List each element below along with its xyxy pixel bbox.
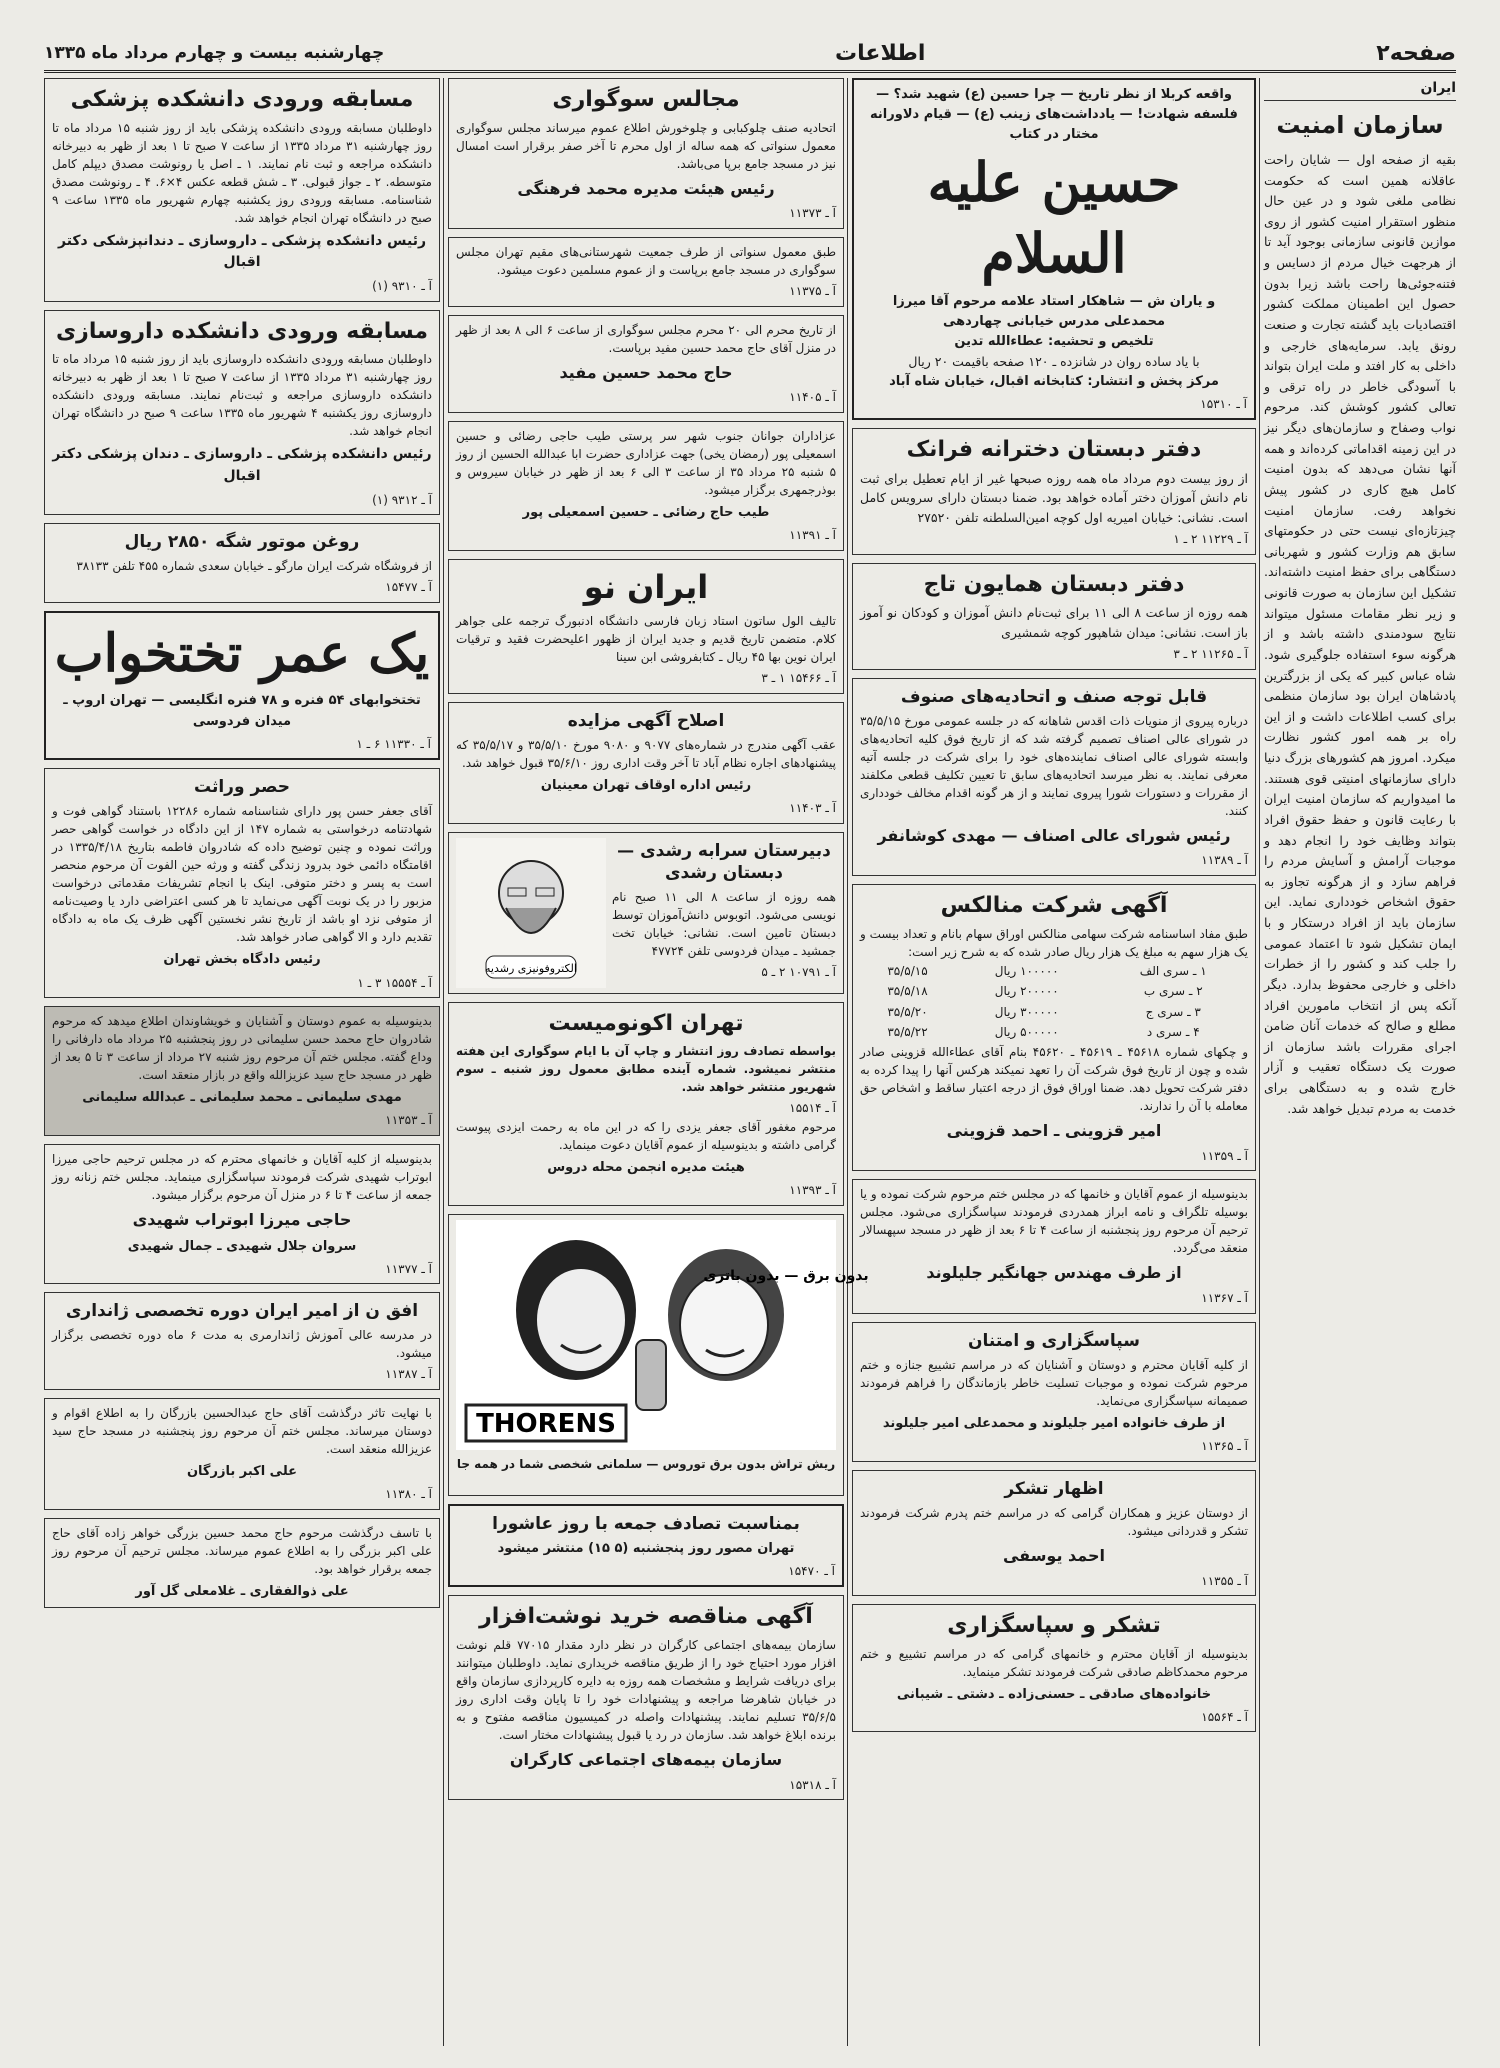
ad-signature: طیب حاج رضائی ـ حسین اسمعیلی پور bbox=[522, 504, 770, 520]
column-ads-4 bbox=[44, 78, 440, 2048]
ad-body: همه روزه از ساعت ۸ الی ۱۱ برای ثبت‌نام دانش آموزان و کودکان نو آموز باز است. نشانی: میدان شاهپور کوچه شمشیری bbox=[860, 605, 1248, 640]
ad-code: آ ـ ۱۵۴۷۰ bbox=[788, 1563, 835, 1578]
ad-title: ایران نو bbox=[583, 567, 709, 606]
tender-fix-ad bbox=[448, 702, 844, 824]
ad-title: اظهار تشکر bbox=[1004, 1478, 1104, 1499]
book-desc: با یاد ساده روان در شانزده ـ ۱۲۰ صفحه باقیمت ۲۰ ریال bbox=[908, 354, 1200, 370]
ad-signature: رئیس دانشکده پزشکی ـ داروسازی ـ دندان پزشکی دکتر اقبال bbox=[52, 446, 432, 484]
ad-body: درباره پیروی از منویات ذات اقدس شاهانه که در جلسه عمومی مورخ ۳۵/۵/۱۵ در شورای عالی اصناف تصمیم گرفته شد که از تاریخ فوق کلیه اتحادیه‌های وابسته شورای عالی اصناف نماینده‌های خود را برای شرکت در جلسه آتیه معرفی نمایند. به نظر میرسد اتحادیه‌های سابق تا تعیین تکلیف قطعی مکلفند از مقررات و دستورات شورا پیروی نمایند و از هر گونه اقدام مخالف خودداری کنند. bbox=[860, 713, 1248, 818]
bazargan-notice bbox=[44, 1398, 440, 1510]
shares-table bbox=[860, 961, 1248, 1043]
ad-signature: از طرف مهندس جهانگیر جلیلوند bbox=[926, 1263, 1182, 1283]
ad-body: بدینوسیله از کلیه آقایان و خانمهای محترم که در مجلس ترحیم حاجی میرزا ابوتراب شهیدی شرکت فرمودند سپاسگزاری مینماید. مجلس ختم زنانه روز جمعه از ساعت ۴ تا ۶ در منزل آن مرحوم برگزار میشود. bbox=[52, 1151, 432, 1202]
condolence-notice bbox=[852, 1179, 1256, 1313]
ad-body: طبق معمول سنواتی از طرف جمعیت شهرستانی‌های مقیم تهران مجلس سوگواری در مسجد جامع برپاست و از عموم مسلمین دعوت میشود. bbox=[456, 244, 836, 277]
table-cell: ۵۰۰۰۰۰ ریال bbox=[994, 1025, 1059, 1040]
ad-title: مجالس سوگواری bbox=[552, 87, 740, 112]
ad-title: دفتر دبستان همایون تاج bbox=[923, 571, 1185, 597]
ad-code: آ ـ ۱۱۳۶۵ bbox=[1201, 1439, 1248, 1454]
ad-signature: خانواده‌های صادقی ـ حسنی‌زاده ـ دشتی ـ شیبانی bbox=[896, 1686, 1212, 1702]
ad-title: آگهی مناقصه خرید نوشت‌افزار bbox=[479, 1604, 813, 1630]
inheritance-notice bbox=[44, 768, 440, 998]
table-cell: ۲ ـ سری ب bbox=[1143, 984, 1203, 999]
table-cell: ۲۰۰۰۰۰ ریال bbox=[994, 984, 1059, 999]
column-ads-2 bbox=[852, 78, 1256, 2048]
book-editor: تلخیص و تحشیه: عطاءالله تدین bbox=[954, 334, 1154, 350]
article-body: بقیه از صفحه اول — شایان راحت عاقلانه همین است که حکومت نظامی ملغی شود و در عین حال منظور استقرار امنیت کشور از روی موازین قانونی سازمانی بوجود آید تا از هرجهت خیال مردم از دسایس و فتنه‌جوئی‌ها راحت باشد زیرا بدون حصول این اطمینان مملکت کشور اقتصادیات باید گشته تجارت و صنعت رونق یابد. سرمایه‌های خارجی و داخلی به کار افتد و ملت ایران بتواند با آسودگی خاطر در راه ترقی و تعالی کشور کوشش کند. مرحوم نواب وصفاح و سازمان‌های دیگر نیز در این زمینه اقداماتی کرده‌اند و همه آنها نشان می‌دهد که بدون امنیت کامل هیچ کاری در کشور پیش نخواهد رفت. سازمان امنیت چیزتازه‌ای نیست حتی در حکومتهای سابق هم وزارت کشور و شهربانی دستگاهی برای حفظ امنیت داشته‌اند. تشکیل این سازمان به صورت قانونی و زیر نظر مقامات مسئول میتواند نتایج سودمندی داشته باشد و از هرگونه سوء استفاده جلوگیری شود. شاه عباس کبیر که یکی از بزرگترین پادشاهان ایران بود سازمان منظمی برای کسب اطلاعات داشت و از این راه بر همه امور کشور نظارت میکرد. امروز هم کشورهای بزرگ دنیا دارای سازمانهای امنیتی قوی هستند. ما امیدواریم که سازمان امنیت ایران با رعایت قانون و حفظ حقوق افراد بتواند وظایف خود را انجام دهد و موجبات آرامش و آسایش مردم را فراهم سازد و از هرگونه تجاوز به حقوق اشخاص خودداری نماید. این سازمان باید از افراد درستکار و با ایمان تشکیل شود تا اعتماد عمومی را جلب کند و کشور را از خطرات داخلی و خارجی محفوظ بدارد. دیگر آنکه پس از انتخاب مامورین افراد مطلع و صالح که خدمات آنان ضامن اجرای مقررات باشد سازمان از صورت یک دستگاه تعقیب و آزار خارج شده و به دستگاهی برای خدمت به مردم تبدیل خواهد شد. bbox=[1264, 151, 1456, 1116]
ad-body: تختخوابهای ۵۴ فنره و ۷۸ فنره انگلیسی — تهران اروپ ـ میدان فردوسی bbox=[63, 693, 421, 729]
ad-signature: رئیس دادگاه بخش تهران bbox=[163, 952, 321, 968]
ad-title: اصلاح آگهی مزایده bbox=[567, 710, 725, 731]
thanks-notice-2 bbox=[852, 1470, 1256, 1596]
ad-signature: سازمان بیمه‌های اجتماعی کارگران bbox=[509, 1750, 783, 1770]
ad-code: آ ـ ۱۱۴۰۳ bbox=[789, 801, 836, 816]
article-title: سازمان امنیت bbox=[1276, 110, 1444, 139]
ad-code: آ ـ ۱۱۳۷۵ bbox=[789, 283, 836, 298]
mourning-notice-4 bbox=[448, 421, 844, 551]
book-pre: واقعه کربلا از نظر تاریخ — چرا حسین (ع) شهید شد؟ — فلسفه شهادت! — یادداشت‌های زینب (ع) — قیام دلاورانه مختار در کتاب bbox=[870, 87, 1238, 143]
table-cell: ۳ ـ سری ج bbox=[1145, 1004, 1201, 1019]
ad-body: از تاریخ محرم الی ۲۰ محرم مجلس سوگواری از ساعت ۶ الی ۸ بعد از ظهر در منزل آقای حاج محمد حسین مفید برپاست. bbox=[456, 322, 837, 355]
ad-body: بدینوسیله از عموم آقایان و خانمها که در مجلس ختم مرحوم شرکت نموده و یا بوسیله تلگراف و نامه ابراز همدردی فرمودند سپاسگزاری می‌شود. مجلس ترحیم آن مرحوم روز پنجشنبه از ساعت ۴ تا ۶ بعد از ظهر در مسجد سپهسالار منعقد می‌گردد. bbox=[860, 1187, 1249, 1256]
ad-title: حصر وراثت bbox=[193, 777, 291, 798]
column-article bbox=[1264, 78, 1456, 2048]
final-notice bbox=[44, 1518, 440, 1608]
ad-body: از روز بیست دوم مرداد ماه همه روزه صبحها غیر از ایام تعطیل برای ثبت نام دانش آموزان دختر آماده خواهد بود. ضمنا دبستان دارای سرویس کامل است. نشانی: خیابان امیریه اول کوچه امین‌السلطنه تلفن ۲۷۵۲۰ bbox=[860, 470, 1248, 525]
ad-body-2: مرحوم مغفور آقای جعفر یزدی را که در این ماه به رحمت ایزدی پیوست گرامی داشته و بدینوسیله از عموم آقایان دعوت مینماید. bbox=[456, 1119, 836, 1152]
ad-body: بدینوسیله به عموم دوستان و آشنایان و خویشاوندان اطلاع میدهد که مرحوم شادروان حاج محمد حسن سلیمانی در روز پنجشنبه ۲۵ مرداد ماه دارفانی را وداع گفته. مجلس ختم آن مرحوم روز شنبه ۲۷ مرداد از ساعت ۳ تا ۵ بعد از ظهر در مسجد حاج سید عزیزالله واقع در بازار منعقد است. bbox=[52, 1014, 432, 1083]
ad-title: مسابقه ورودی دانشکده داروسازی bbox=[55, 318, 428, 344]
ad-body: آقای جعفر حسن پور دارای شناسنامه شماره ۱۲۲۸۶ باستناد گواهی فوت و شهادتنامه درخواستی به شماره ۱۴۷ از این دادگاه در خواست گواهی حصر وراثت نموده و چنین توضیح داده که شادروان فاطمه بتاریخ ۱۳۳۵/۴/۱۸ در اقامتگاه دائمی خود بدرود زندگی گفته و ورثه حین الفوت آن مرحوم منحصر است به پسر و دختر متوفی. اینک با انجام تشریفات مقدماتی درخواست مزبور را در یک نوبت آگهی می‌نماید تا هر کسی اعتراضی دارد یا وصیت‌نامه از متوفی نزد او باشد از تاریخ نشر نخستین آگهی ظرف یک ماه به دادگاه تقدیم دارد و الا گواهی صادر خواهد شد. bbox=[52, 804, 433, 945]
ad-signature: رئیس شورای عالی اصناف — مهدی کوشانفر bbox=[877, 825, 1231, 845]
medical-exam-ad bbox=[44, 78, 440, 302]
ad-body: همه روزه از ساعت ۸ الی ۱۱ صبح نام نویسی می‌شود. اتوبوس دانش‌آموزان توسط دبستان تامین است. نشانی: خیابان تخت جمشید ـ میدان فردوسی تلفن ۴۷۷۲۴ bbox=[612, 889, 836, 958]
ad-body: طبق مفاد اساسنامه شرکت سهامی منالکس اوراق سهام بانام و تعداد بیست و یک هزار سهم به مبلغ یک هزار ریال صادر شده که به شرح زیر است: bbox=[860, 926, 1248, 959]
brand-logo: THORENS bbox=[476, 1408, 616, 1439]
ad-caption: ریش تراش بدون برق توروس — سلمانی شخصی شما در همه جا bbox=[456, 1457, 836, 1472]
column-divider bbox=[1259, 78, 1260, 2046]
ad-signature: سروان جلال شهیدی ـ جمال شهیدی bbox=[127, 1238, 357, 1254]
ad-signature: امیر قزوینی ـ احمد قزوینی bbox=[946, 1121, 1162, 1141]
deceased-name: حاجی میرزا ابوتراب شهیدی bbox=[132, 1209, 352, 1229]
ad-signature: رئیس اداره اوقاف تهران معینیان bbox=[540, 777, 752, 793]
bed-ad bbox=[44, 611, 440, 760]
table-cell: ۳۵/۵/۲۰ bbox=[887, 1004, 928, 1019]
ad-body: در مدرسه عالی آموزش ژاندارمری به مدت ۶ ماه دوره تخصصی برگزار میشود. bbox=[52, 1328, 432, 1361]
ad-signature: از طرف خانواده امیر جلیلوند و محمدعلی امیر جلیلوند bbox=[882, 1415, 1226, 1431]
ad-title: تهران اکونومیست bbox=[548, 1010, 744, 1036]
ad-code: آ ـ ۱۱۳۷۷ bbox=[385, 1261, 432, 1276]
ad-body: با نهایت تاثر درگذشت آقای حاج عبدالحسین بازرگان را به اطلاع اقوام و دوستان میرساند. مجلس ختم آن مرحوم روز پنجشنبه در مسجد حاج سید عزیزالله منعقد است. bbox=[52, 1406, 432, 1457]
book-ad bbox=[852, 78, 1256, 420]
issue-date: چهارشنبه بیست و چهارم مرداد ماه ۱۳۳۵ bbox=[44, 43, 385, 63]
ad-code: آ ـ ۱۱۳۷۳ bbox=[789, 206, 836, 221]
table-row bbox=[860, 961, 1248, 982]
school-ad-homayoun bbox=[852, 563, 1256, 670]
ad-title: آگهی شرکت منالکس bbox=[940, 893, 1168, 919]
ad-code: آ ـ ۱۱۳۹۳ bbox=[789, 1183, 836, 1198]
ad-title: قابل توجه صنف و اتحادیه‌های صنوف bbox=[900, 686, 1208, 707]
ad-signature: علی ذوالفقاری ـ غلامعلی گل آور bbox=[135, 1583, 349, 1599]
thorens-illustration bbox=[456, 1220, 869, 1450]
ad-code: آ ـ ۱۱۳۵۳ bbox=[385, 1113, 432, 1128]
roshdi-ad bbox=[448, 832, 844, 994]
ad-code: آ ـ ۱۱۳۶۷ bbox=[1201, 1291, 1248, 1306]
ad-title: تشکر و سپاسگزاری bbox=[947, 1613, 1161, 1639]
tehran-economist-ad bbox=[448, 1002, 844, 1206]
book-title: حسین علیه السلام bbox=[927, 150, 1181, 285]
ad-code: آ ـ ۱۵۴۶۶ ۱ ـ ۳ bbox=[761, 671, 836, 686]
ad-code: آ ـ ۹۳۱۲ (۱) bbox=[372, 492, 432, 507]
ad-code: آ ـ ۱۱۳۳۰ ۶ ـ ۱ bbox=[356, 736, 431, 751]
ad-signature: مهدی سلیمانی ـ محمد سلیمانی ـ عبدالله سلیمانی bbox=[82, 1090, 402, 1106]
column-ads-3 bbox=[448, 78, 869, 2048]
ad-code: آ ـ ۱۱۴۰۵ bbox=[789, 390, 836, 405]
page-number: صفحه۲ bbox=[1376, 40, 1456, 66]
thanks-notice-3 bbox=[852, 1604, 1256, 1732]
funeral-notice bbox=[44, 1006, 440, 1136]
ad-body: داوطلبان مسابقه ورودی دانشکده داروسازی باید از روز شنبه ۱۵ مرداد ماه تا روز چهارشنبه ۳۱ مرداد ۱۳۳۵ از ساعت ۷ صبح تا ۱ بعد از ظهر به دبیرخانه دانشکده داروسازی مراجعه و ثبت‌نام نمایند. مسابقه ورودی دانشکده داروسازی روز یکشنبه ۴ شهریور ماه ۱۳۳۵ ساعت ۹ صبح در دانشگاه تهران انجام خواهد شد. bbox=[52, 352, 432, 439]
ad-signature: حاج محمد حسین مفید bbox=[559, 362, 733, 382]
ad-signature: رئیس دانشکده پزشکی ـ داروسازی ـ دندانپزشکی دکتر اقبال bbox=[57, 232, 427, 271]
ad-code: آ ـ ۱۱۳۵۵ bbox=[1201, 1573, 1248, 1588]
ad-body: از کلیه آقایان محترم و دوستان و آشنایان که در مراسم تشییع جنازه و ختم مرحوم شرکت نموده و موجبات تسلیت خاطر بازماندگان را فراهم فرمودند صمیمانه سپاسگزاری می‌نماید. bbox=[860, 1357, 1248, 1408]
portrait-logo-text: الکتروفونیزی رشدیه bbox=[485, 961, 577, 975]
table-row bbox=[860, 1002, 1248, 1023]
table-cell: ۳۵/۵/۱۵ bbox=[887, 963, 928, 978]
ad-body: از فروشگاه شرکت ایران مارگو ـ خیابان سعدی شماره ۴۵۵ تلفن ۳۸۱۳۳ bbox=[76, 559, 432, 574]
ad-code: آ ـ ۱۱۳۸۷ bbox=[385, 1367, 432, 1382]
thanks-notice-1 bbox=[852, 1322, 1256, 1462]
ad-title: سپاسگزاری و امتنان bbox=[968, 1330, 1140, 1351]
ad-body: تهران مصور روز پنجشنبه (۵ ۱۵) منتشر میشود bbox=[497, 1540, 795, 1556]
ad-title: دفتر دبستان دخترانه فرانک bbox=[906, 437, 1202, 463]
ad-signature: احمد یوسفی bbox=[1002, 1545, 1106, 1565]
ad-signature: علی اکبر بازرگان bbox=[186, 1464, 298, 1480]
ad-title: مسابقه ورودی دانشکده پزشکی bbox=[70, 87, 414, 112]
shahidi-notice bbox=[44, 1144, 440, 1285]
ad-body-2: و چکهای شماره ۴۵۶۱۸ ـ ۴۵۶۱۹ ـ ۴۵۶۲۰ بنام آقای عطاءالله قزوینی صادر شده و چون از تاریخ فوق شرکت آن را تعهد نمیکند هرکس آنها را پیدا کرده به دفتر شرکت تحویل دهد. ضمنا اوراق فوق از درجه اعتبار ساقط و اشخاص حق معامله با آن را ندارند. bbox=[860, 1045, 1248, 1114]
section-label: ایران bbox=[1264, 78, 1456, 101]
table-cell: ۱ ـ سری الف bbox=[1139, 963, 1207, 978]
guild-notice bbox=[852, 678, 1256, 876]
ad-code: آ ـ ۱۱۲۶۵ ۲ ـ ۳ bbox=[1173, 646, 1248, 661]
ad-code: آ ـ ۹۳۱۰ (۱) bbox=[372, 278, 432, 293]
table-row bbox=[860, 981, 1248, 1002]
ad-body: داوطلبان مسابقه ورودی دانشکده پزشکی باید از روز شنبه ۱۵ مرداد ماه تا روز چهارشنبه ۳۱ مرداد ۱۳۳۵ از ساعت ۷ صبح تا ۱ بعد از ظهر به دبیرخانه دانشکده مراجعه و ثبت نام نمایند. ۱ ـ اصل یا رونوشت مصدق دیپلم کامل متوسطه. ۲ ـ جواز قبولی. ۳ ـ شش قطعه عکس ۴×۶. ۴ ـ رونوشت مصدق شناسنامه. مسابقه ورودی روز یکشنبه چهارم شهریور ماه ۱۳۳۵ ساعت ۹ صبح در دانشگاه تهران انجام خواهد شد. bbox=[52, 120, 432, 225]
book-dist: مرکز پخش و انتشار: کتابخانه اقبال، خیابان شاه آباد bbox=[889, 373, 1219, 389]
ad-code: آ ـ ۱۵۵۱۴ bbox=[789, 1101, 836, 1116]
ad-code: آ ـ ۱۱۳۸۰ bbox=[385, 1487, 432, 1502]
mourning-notice-3 bbox=[448, 315, 844, 413]
ad-body: بدینوسیله از آقایان محترم و خانمهای گرامی که در مراسم تشییع و ختم مرحوم محمدکاظم صادقی شرکت فرمودند تشکر مینماید. bbox=[860, 1646, 1248, 1679]
ad-title: افق ن از امیر ایران دوره تخصصی ژانداری bbox=[65, 1301, 419, 1322]
ad-title: روغن موتور شگه ۲۸۵۰ ریال bbox=[124, 532, 360, 553]
ad-title: یک عمر تختخواب bbox=[54, 622, 430, 684]
ad-body: تالیف الول ساتون استاد زبان فارسی دانشگاه ادنبورگ ترجمه علی جواهر کلام. متضمن تاریخ قدیم و جدید ایران از ظهور اعلیحضرت فقید و ترقیات ایران نوین بها ۴۵ ریال ـ کتابفروشی ابن سینا bbox=[456, 614, 836, 665]
ad-body: با تاسف درگذشت مرحوم حاج محمد حسین بزرگی خواهر زاده آقای حاج علی اکبر بزرگی را به اطلاع عموم میرساند. مجلس ترحیم آن مرحوم روز جمعه برقرار خواهد بود. bbox=[52, 1525, 432, 1576]
ad-body: از دوستان عزیز و همکاران گرامی که در مراسم ختم پدرم شرکت فرمودند تشکر و قدردانی میشود. bbox=[860, 1505, 1248, 1538]
table-row bbox=[860, 1022, 1248, 1043]
table-cell: ۳۵/۵/۱۸ bbox=[887, 984, 928, 999]
ad-code: آ ـ ۱۵۵۵۴ ۳ ـ ۱ bbox=[357, 975, 432, 990]
ad-body: سازمان بیمه‌های اجتماعی کارگران در نظر دارد مقدار ۷۷۰۱۵ قلم نوشت افزار مورد احتیاج خود را از طریق مناقصه خریداری نماید. داوطلبان میتوانند برای دریافت شرایط و مشخصات همه روزه به دایره کارپردازی سازمان واقع در خیابان شاهرضا مراجعه و پیشنهادات خود را تا پایان وقت اداری روز ۳۵/۶/۵ تسلیم نمایند. پیشنهادات واصله در کمیسیون مناقصه مفتوح و به برنده ابلاغ خواهد شد. سازمان در رد یا قبول پیشنهادات مختار است. bbox=[456, 1638, 837, 1743]
portrait-illustration bbox=[456, 838, 606, 988]
ad-signature: هیئت مدیره انجمن محله دروس bbox=[547, 1159, 745, 1175]
book-author: و یاران ش — شاهکار استاد علامه مرحوم آقا میرزا محمدعلی مدرس خیابانی چهاردهی bbox=[892, 293, 1216, 329]
column-divider bbox=[443, 78, 444, 2046]
table-cell: ۳۵/۵/۲۲ bbox=[887, 1025, 928, 1040]
ad-code: آ ـ ۱۵۵۶۴ bbox=[1201, 1709, 1248, 1724]
monolox-notice bbox=[852, 884, 1256, 1171]
ad-code: آ ـ ۱۵۴۷۷ bbox=[385, 580, 432, 595]
ad-body: بواسطه تصادف روز انتشار و چاپ آن با ایام سوگواری این هفته منتشر نمیشود. شماره آینده مطابق معمول روز شنبه ـ سوم شهریور منتشر خواهد شد. bbox=[456, 1044, 836, 1095]
column-divider bbox=[847, 78, 848, 2046]
ad-code: آ ـ ۱۵۳۱۰ bbox=[1200, 396, 1247, 411]
newspaper-name: اطلاعات bbox=[835, 40, 926, 66]
ad-title: دبیرستان سرابه رشدی — دبستان رشدی bbox=[617, 840, 831, 883]
stationery-tender-ad bbox=[448, 1595, 844, 1800]
thorens-ad bbox=[448, 1214, 869, 1496]
masthead bbox=[44, 36, 1456, 73]
iranno-ad bbox=[448, 559, 844, 694]
ad-code: آ ـ ۱۵۳۱۸ bbox=[789, 1777, 836, 1792]
ad-code: آ ـ ۱۱۳۹۱ bbox=[789, 528, 836, 543]
ad-body: عقب آگهی مندرج در شماره‌های ۹۰۷۷ و ۹۰۸۰ مورخ ۳۵/۵/۱۰ و ۳۵/۵/۱۷ که پیشنهادهای اجاره نظام آباد تا آخر وقت اداری روز ۳۵/۶/۱۰ قبول خواهد شد. bbox=[456, 737, 836, 770]
table-cell: ۳۰۰۰۰۰ ریال bbox=[994, 1004, 1059, 1019]
ad-code: آ ـ ۱۱۲۲۹ ۲ ـ ۱ bbox=[1173, 532, 1248, 547]
school-ad-farank bbox=[852, 428, 1256, 554]
ad-signature: رئیس هیئت مدیره محمد فرهنگی bbox=[517, 178, 775, 198]
table-cell: ۴ ـ سری د bbox=[1146, 1025, 1200, 1040]
ad-code: آ ـ ۱۱۳۵۹ bbox=[1201, 1148, 1248, 1163]
pharmacy-exam-ad bbox=[44, 310, 440, 516]
ad-body: عزاداران جوانان جنوب شهر سر پرستی طیب حاجی رضائی و حسین اسمعیلی پور (رمضان یخی) جهت عزاداری حضرت ابا عبدالله الحسین از روز ۵ شنبه ۲۵ مرداد ۳۵ از ساعت ۳ الی ۶ بعد از ظهر در خیابان سیروس و بوذرجمهری برگزار میشود. bbox=[456, 428, 837, 497]
ashura-ad bbox=[448, 1504, 844, 1588]
course-notice bbox=[44, 1292, 440, 1390]
mourning-notice-2 bbox=[448, 237, 844, 307]
tagline: بدون برق — بدون باتری bbox=[703, 1267, 869, 1284]
ad-code: آ ـ ۱۱۳۸۹ bbox=[1201, 853, 1248, 868]
motor-oil-ad bbox=[44, 523, 440, 603]
table-cell: ۱۰۰۰۰۰ ریال bbox=[994, 963, 1059, 978]
ad-body: اتحادیه صنف چلوکبابی و چلوخورش اطلاع عموم میرساند مجلس سوگواری معمول سنواتی که همه ساله از اول محرم تا آخر صفر برقرار است امسال نیز در مسجد جامع برپا می‌باشد. bbox=[456, 120, 836, 171]
ad-title: بمناسبت تصادف جمعه با روز عاشورا bbox=[492, 1513, 800, 1534]
mourning-notice bbox=[448, 78, 844, 229]
ad-code: آ ـ ۱۰۷۹۱ ۲ ـ ۵ bbox=[761, 964, 836, 979]
